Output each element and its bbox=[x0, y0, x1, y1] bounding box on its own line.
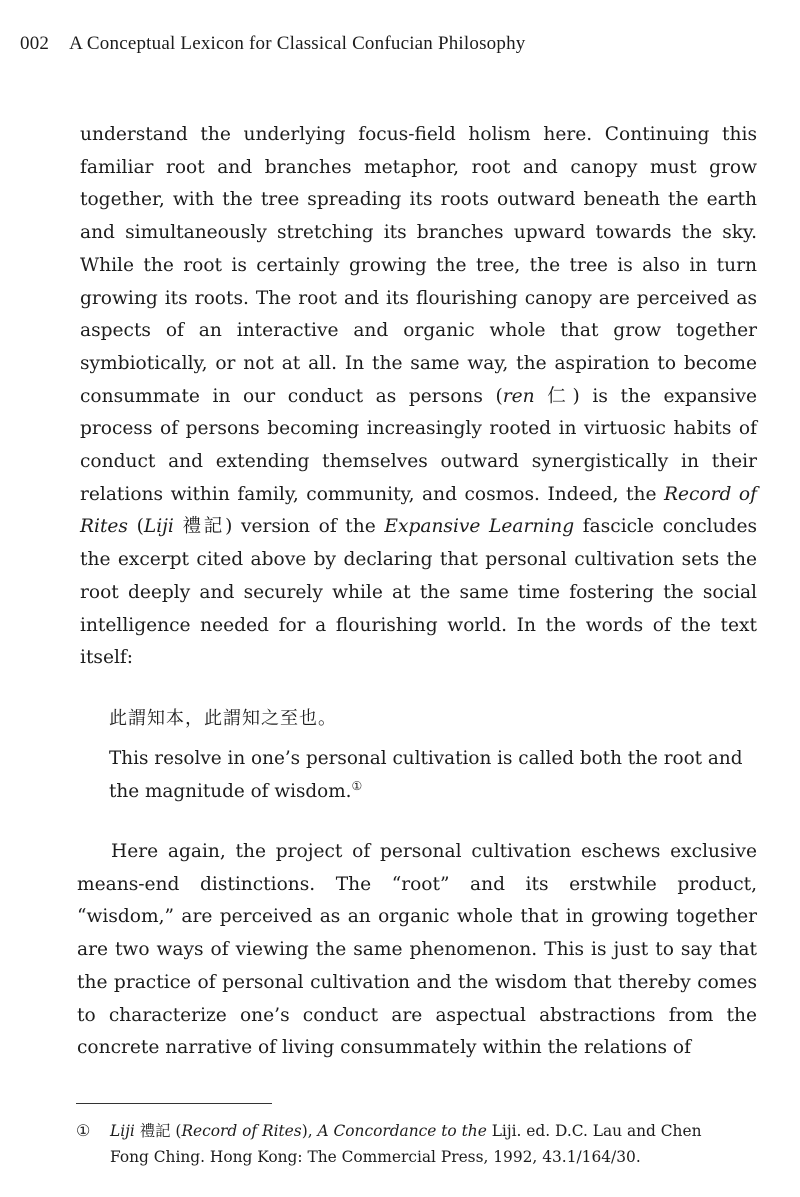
paragraph-1-text-b: ) is the expansive process of persons becoming increasingly rooted in virtuosic habits of conduct and extending themselves outward synergistically in their relations within family, community, and cosmos. Indeed, the bbox=[80, 385, 757, 505]
footnote-divider bbox=[76, 1103, 272, 1104]
footnote-number: ① bbox=[76, 1121, 91, 1140]
term-liji-character: 禮記 bbox=[173, 516, 226, 538]
book-title: A Conceptual Lexicon for Classical Confucian Philosophy bbox=[69, 33, 526, 54]
block-quote bbox=[109, 706, 759, 808]
footnote-text-a: ( bbox=[170, 1122, 182, 1140]
page-number: 002 bbox=[20, 33, 50, 54]
term-ren-character: 仁 bbox=[534, 385, 573, 407]
quote-english-translation bbox=[109, 742, 759, 808]
title-record-of-rites: Record of Rites bbox=[80, 483, 758, 538]
paragraph-1-text-e: fascicle concludes the excerpt cited above by declaring that personal cultivation sets the root deeply and securely while at the same time fostering the social intelligence needed for a flourishing world. In the words of the text itself: bbox=[80, 516, 757, 669]
footnote-liji: Liji bbox=[110, 1122, 135, 1140]
quote-chinese-text: 此謂知本，此謂知之至也。 bbox=[109, 708, 337, 729]
body-paragraph-1 bbox=[80, 119, 757, 675]
body-paragraph-2: Here again, the project of personal cultivation eschews exclusive means-end distinctions. The “root” and its erstwhile product, “wisdom,” are perceived as an organic whole that in growing together are two ways of viewing the same phenomenon. This is just to say that the practice of personal cultivation and the wisdom that thereby comes to characterize one’s conduct are aspectual abstractions from the concrete narrative of living consummately within the relations of bbox=[77, 841, 757, 1059]
footnote-line-2: Fong Ching. Hong Kong: The Commercial Press, 1992, 43.1/164/30. bbox=[110, 1148, 641, 1166]
title-expansive-learning: Expansive Learning bbox=[384, 516, 575, 538]
footnote-record-of-rites: Record of Rites bbox=[181, 1122, 302, 1140]
footnote-text-b: ), bbox=[301, 1122, 318, 1140]
footnote-text-c: Liji. ed. D.C. Lau and Chen bbox=[486, 1122, 702, 1140]
footnote-line-1 bbox=[76, 1118, 762, 1144]
footnote-concordance-title: A Concordance to the bbox=[317, 1122, 487, 1140]
quote-english-text: This resolve in one’s personal cultivation is called both the root and the magnitude of wisdom. bbox=[109, 748, 743, 802]
term-liji: Liji bbox=[143, 516, 174, 538]
paragraph-1-text-d: ) version of the bbox=[225, 516, 385, 538]
footnote-liji-character: 禮記 bbox=[134, 1122, 171, 1140]
paragraph-1-text-c: ( bbox=[127, 516, 144, 538]
running-head bbox=[20, 33, 525, 55]
footnote-reference-marker[interactable]: ① bbox=[351, 778, 363, 793]
footnote bbox=[76, 1118, 762, 1170]
paragraph-1-text-a: understand the underlying focus-field holism here. Continuing this familiar root and branches metaphor, root and canopy must grow together, with the tree spreading its roots outward beneath the earth and simultaneously stretching its branches upward towards the sky. While the root is certainly growing the tree, the tree is also in turn growing its roots. The root and its flourishing canopy are perceived as aspects of an interactive and organic whole that grow together symbiotically, or not at all. In the same way, the aspiration to become consummate in our conduct as persons ( bbox=[80, 124, 757, 407]
term-ren: ren bbox=[502, 385, 535, 407]
